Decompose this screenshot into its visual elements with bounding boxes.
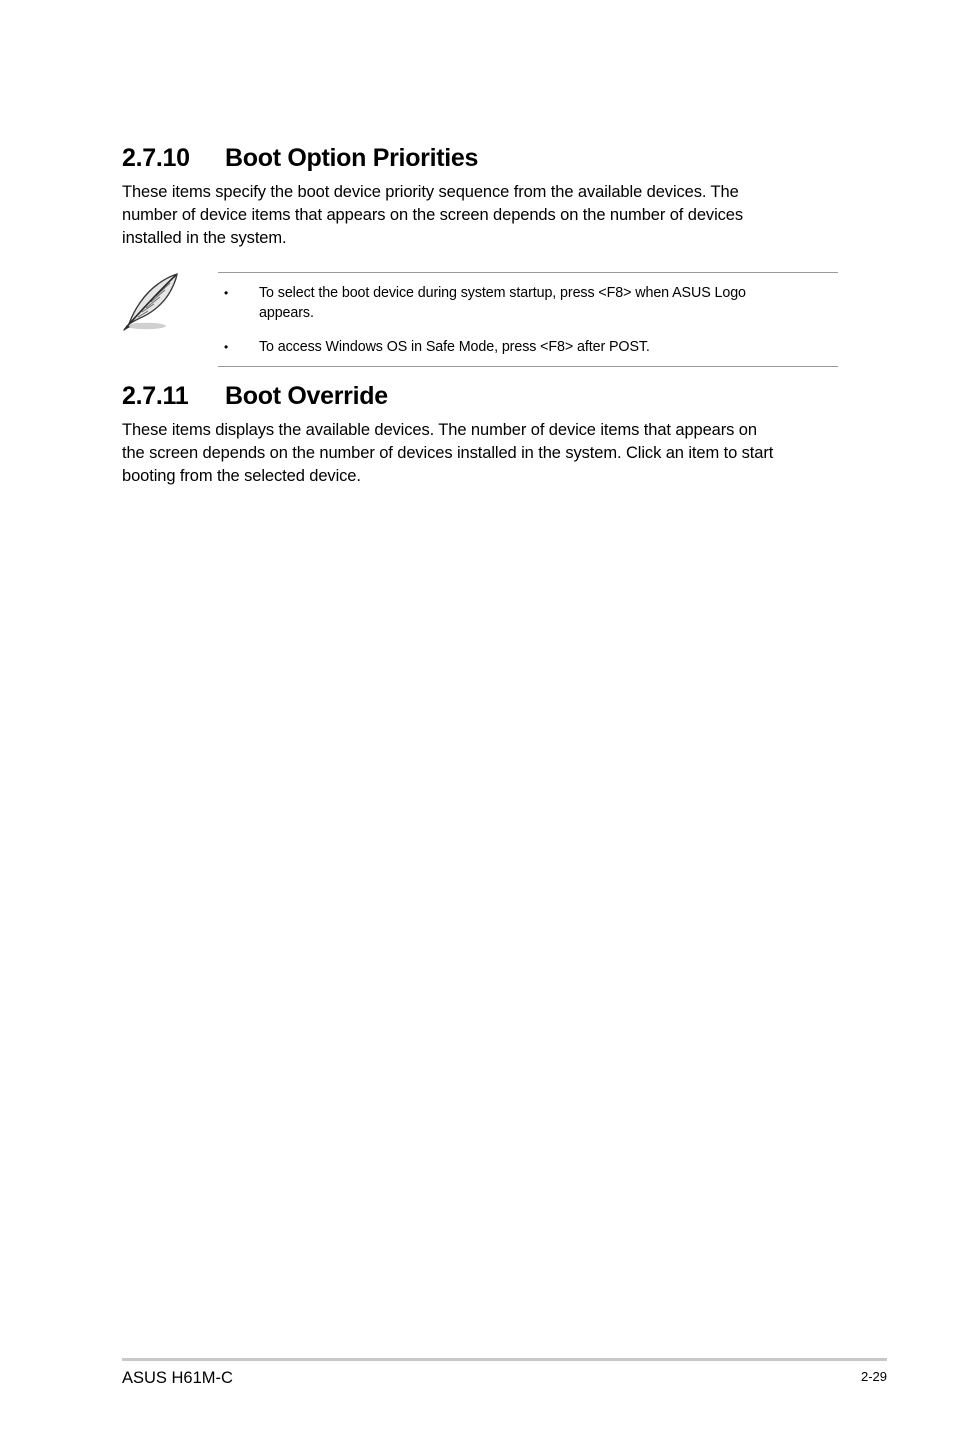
paragraph-line: number of device items that appears on the screen depends on the number of devices: [122, 206, 744, 224]
section-heading-boot-override: [122, 381, 388, 411]
section-title: Boot Override: [225, 382, 388, 410]
section-title: Boot Option Priorities: [225, 144, 479, 172]
note-line: To select the boot device during system startup, press <F8> when ASUS Logo: [259, 285, 746, 301]
note-bottom-divider: [218, 366, 838, 367]
section-paragraph-boot-override: [122, 419, 822, 488]
feather-note-icon: [120, 270, 182, 332]
note-list: [218, 283, 838, 357]
paragraph-line: the screen depends on the number of devices installed in the system. Click an item to start: [122, 444, 774, 462]
paragraph-line: These items specify the boot device priority sequence from the available devices. The: [122, 183, 739, 201]
note-item: [218, 283, 838, 323]
note-line: To access Windows OS in Safe Mode, press <F8> after POST.: [259, 339, 650, 355]
section-number: 2.7.11: [122, 382, 189, 410]
section-heading-boot-option-priorities: [122, 143, 478, 173]
section-number: 2.7.10: [122, 144, 190, 172]
paragraph-line: These items displays the available devices. The number of device items that appears on: [122, 421, 757, 439]
note-line: appears.: [259, 305, 314, 321]
paragraph-line: booting from the selected device.: [122, 467, 361, 485]
note-top-divider: [218, 272, 838, 273]
footer-divider: [122, 1358, 887, 1361]
bullet: •: [224, 340, 229, 354]
paragraph-line: installed in the system.: [122, 229, 287, 247]
bullet: •: [224, 286, 229, 300]
footer-page-number: 2-29: [860, 1369, 887, 1384]
section-paragraph-boot-option-priorities: [122, 181, 822, 250]
footer-product-name: ASUS H61M-C: [122, 1369, 233, 1387]
note-item: [218, 337, 838, 357]
